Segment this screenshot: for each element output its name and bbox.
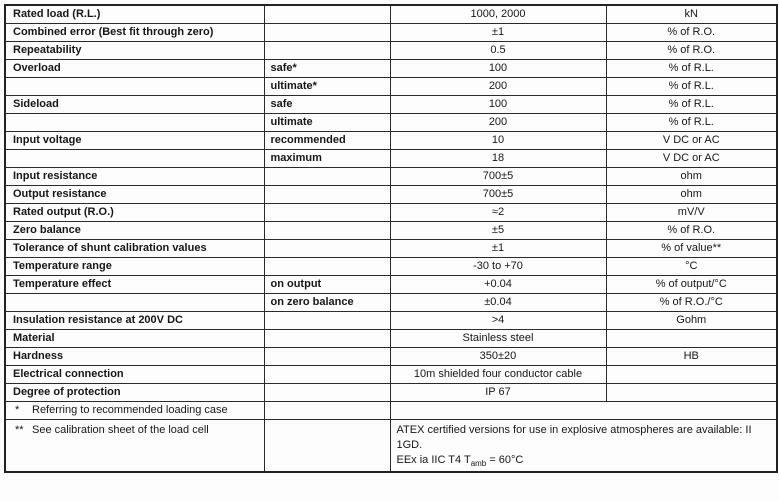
spec-sub-cell bbox=[264, 77, 390, 95]
spec-value-cell bbox=[390, 167, 606, 185]
spec-unit-cell bbox=[606, 203, 777, 221]
spec-unit-cell bbox=[606, 149, 777, 167]
spec-value-text: ±1 bbox=[491, 241, 505, 254]
spec-label-text: Output resistance bbox=[13, 187, 107, 200]
spec-label-cell bbox=[5, 23, 264, 41]
spec-sub-cell bbox=[264, 113, 390, 131]
spec-unit-cell bbox=[606, 41, 777, 59]
spec-label-text: Input resistance bbox=[13, 169, 98, 182]
spec-label-text: Temperature range bbox=[13, 259, 112, 272]
spec-value-text: Stainless steel bbox=[462, 331, 534, 344]
spec-sub-cell bbox=[264, 221, 390, 239]
spec-unit-cell bbox=[606, 275, 777, 293]
spec-row bbox=[5, 95, 777, 113]
spec-sub-cell bbox=[264, 149, 390, 167]
spec-value-text: 700±5 bbox=[482, 187, 514, 200]
spec-row bbox=[5, 5, 777, 23]
spec-row bbox=[5, 185, 777, 203]
spec-row bbox=[5, 131, 777, 149]
spec-unit-text: V DC or AC bbox=[662, 133, 720, 146]
spec-value-cell bbox=[390, 347, 606, 365]
spec-unit-text: ohm bbox=[680, 169, 702, 182]
spec-label-cell bbox=[5, 311, 264, 329]
spec-unit-text: % of value** bbox=[661, 241, 722, 254]
spec-label-cell bbox=[5, 383, 264, 401]
spec-unit-text: % of R.L. bbox=[668, 61, 714, 74]
spec-label-text: Electrical connection bbox=[13, 367, 124, 380]
spec-label-text: Tolerance of shunt calibration values bbox=[13, 241, 207, 254]
spec-value-cell bbox=[390, 293, 606, 311]
spec-value-cell bbox=[390, 365, 606, 383]
spec-unit-text: % of R.L. bbox=[668, 79, 714, 92]
spec-sub-text: safe* bbox=[270, 61, 297, 74]
spec-unit-text: % of R.L. bbox=[668, 115, 714, 128]
spec-label-text: Rated output (R.O.) bbox=[13, 205, 114, 218]
spec-unit-text: % of R.O. bbox=[667, 223, 716, 236]
spec-sub-cell bbox=[264, 131, 390, 149]
spec-unit-cell bbox=[606, 113, 777, 131]
spec-value-text: 0.5 bbox=[490, 43, 506, 56]
spec-label-text: Degree of protection bbox=[13, 385, 121, 398]
spec-label-text: Insulation resistance at 200V DC bbox=[13, 313, 183, 326]
spec-row bbox=[5, 149, 777, 167]
spec-row bbox=[5, 221, 777, 239]
spec-label-cell bbox=[5, 95, 264, 113]
spec-value-text: 10m shielded four conductor cable bbox=[413, 367, 583, 380]
spec-row bbox=[5, 41, 777, 59]
spec-row bbox=[5, 77, 777, 95]
spec-value-cell bbox=[390, 131, 606, 149]
spec-label-cell bbox=[5, 203, 264, 221]
spec-sub-cell bbox=[264, 167, 390, 185]
spec-unit-cell bbox=[606, 347, 777, 365]
spec-label-text: Zero balance bbox=[13, 223, 81, 236]
spec-value-text: 200 bbox=[488, 115, 508, 128]
spec-label-cell bbox=[5, 347, 264, 365]
spec-unit-cell bbox=[606, 293, 777, 311]
spec-value-cell bbox=[390, 221, 606, 239]
spec-label-text: Input voltage bbox=[13, 133, 82, 146]
spec-unit-cell bbox=[606, 221, 777, 239]
spec-label-cell bbox=[5, 365, 264, 383]
spec-value-cell bbox=[390, 311, 606, 329]
spec-unit-cell bbox=[606, 329, 777, 347]
spec-value-cell bbox=[390, 203, 606, 221]
spec-value-cell bbox=[390, 185, 606, 203]
footnote-row bbox=[5, 419, 777, 472]
spec-unit-text: HB bbox=[683, 349, 699, 362]
spec-sub-cell bbox=[264, 203, 390, 221]
spec-value-cell bbox=[390, 113, 606, 131]
spec-unit-cell bbox=[606, 5, 777, 23]
spec-label-cell bbox=[5, 5, 264, 23]
spec-value-cell bbox=[390, 5, 606, 23]
spec-label-cell bbox=[5, 293, 264, 311]
spec-sub-cell bbox=[264, 293, 390, 311]
spec-value-cell bbox=[390, 149, 606, 167]
spec-sub-cell bbox=[264, 59, 390, 77]
spec-label-cell bbox=[5, 113, 264, 131]
spec-sub-cell bbox=[264, 185, 390, 203]
spec-unit-text: % of R.O. bbox=[667, 25, 716, 38]
spec-label-cell bbox=[5, 41, 264, 59]
spec-sub-text: ultimate* bbox=[270, 79, 317, 92]
spec-sub-text: on zero balance bbox=[270, 295, 354, 308]
spec-row bbox=[5, 203, 777, 221]
empty-cell bbox=[390, 401, 777, 419]
spec-unit-cell bbox=[606, 365, 777, 383]
spec-value-text: +0.04 bbox=[484, 277, 512, 290]
empty-cell bbox=[264, 419, 390, 472]
spec-label-text: Combined error (Best fit through zero) bbox=[13, 25, 214, 38]
spec-sub-text: on output bbox=[270, 277, 322, 290]
atex-note-line2 bbox=[397, 453, 769, 468]
spec-label-cell bbox=[5, 329, 264, 347]
spec-row bbox=[5, 293, 777, 311]
spec-value-text: IP 67 bbox=[485, 385, 511, 398]
spec-label-text: Overload bbox=[13, 61, 61, 74]
spec-value-cell bbox=[390, 59, 606, 77]
spec-label-text: Sideload bbox=[13, 97, 59, 110]
spec-unit-cell bbox=[606, 77, 777, 95]
spec-label-cell bbox=[5, 149, 264, 167]
footnote-cell bbox=[5, 419, 264, 472]
spec-sub-cell bbox=[264, 257, 390, 275]
spec-row bbox=[5, 59, 777, 77]
spec-unit-text: % of R.O. bbox=[667, 43, 716, 56]
spec-unit-text: Gohm bbox=[676, 313, 707, 326]
spec-value-text: 200 bbox=[488, 79, 508, 92]
spec-unit-cell bbox=[606, 311, 777, 329]
spec-sub-cell bbox=[264, 95, 390, 113]
spec-sub-cell bbox=[264, 41, 390, 59]
spec-unit-cell bbox=[606, 167, 777, 185]
spec-value-cell bbox=[390, 329, 606, 347]
spec-unit-text: V DC or AC bbox=[662, 151, 720, 164]
spec-value-text: 700±5 bbox=[482, 169, 514, 182]
spec-row bbox=[5, 311, 777, 329]
spec-sub-cell bbox=[264, 23, 390, 41]
footnote-text: See calibration sheet of the load cell bbox=[32, 423, 209, 436]
spec-label-text: Repeatability bbox=[13, 43, 82, 56]
spec-unit-text: % of R.O./°C bbox=[659, 295, 723, 308]
spec-unit-cell bbox=[606, 131, 777, 149]
spec-label-text: Rated load (R.L.) bbox=[13, 8, 101, 21]
spec-label-cell bbox=[5, 257, 264, 275]
spec-unit-text: kN bbox=[684, 8, 698, 21]
footnotes-body bbox=[5, 401, 777, 472]
spec-unit-cell bbox=[606, 23, 777, 41]
spec-value-text: 10 bbox=[491, 133, 505, 146]
spec-row bbox=[5, 239, 777, 257]
spec-label-cell bbox=[5, 59, 264, 77]
spec-value-text: 18 bbox=[491, 151, 505, 164]
footnote-marker: * bbox=[15, 403, 20, 416]
spec-row bbox=[5, 365, 777, 383]
spec-row bbox=[5, 167, 777, 185]
spec-row bbox=[5, 347, 777, 365]
spec-value-text: 100 bbox=[488, 97, 508, 110]
footnote-marker: ** bbox=[15, 423, 24, 436]
spec-label-cell bbox=[5, 239, 264, 257]
spec-unit-text: °C bbox=[685, 259, 698, 272]
spec-label-text: Material bbox=[13, 331, 55, 344]
spec-label-cell bbox=[5, 221, 264, 239]
atex-note-cell bbox=[390, 419, 777, 472]
spec-sub-text: recommended bbox=[270, 133, 346, 146]
empty-cell bbox=[264, 401, 390, 419]
spec-value-cell bbox=[390, 275, 606, 293]
spec-row bbox=[5, 329, 777, 347]
spec-label-cell bbox=[5, 275, 264, 293]
spec-value-text: 100 bbox=[488, 61, 508, 74]
atex-note-line1: ATEX certified versions for use in explosive atmospheres are available: II 1GD. bbox=[396, 423, 752, 451]
spec-value-cell bbox=[390, 239, 606, 257]
spec-value-cell bbox=[390, 383, 606, 401]
spec-value-text: ±1 bbox=[491, 25, 505, 38]
spec-sub-text: maximum bbox=[270, 151, 322, 164]
spec-sub-cell bbox=[264, 311, 390, 329]
footnote-row bbox=[5, 401, 777, 419]
spec-value-text: >4 bbox=[491, 313, 505, 326]
spec-unit-cell bbox=[606, 95, 777, 113]
spec-label-text: Hardness bbox=[13, 349, 64, 362]
spec-value-text: ≈2 bbox=[491, 205, 505, 218]
spec-row bbox=[5, 257, 777, 275]
spec-unit-cell bbox=[606, 59, 777, 77]
spec-value-text: ±5 bbox=[491, 223, 505, 236]
spec-sub-cell bbox=[264, 239, 390, 257]
spec-value-text: 350±20 bbox=[479, 349, 517, 362]
spec-sub-cell bbox=[264, 383, 390, 401]
spec-label-cell bbox=[5, 131, 264, 149]
spec-label-text: Temperature effect bbox=[13, 277, 112, 290]
spec-value-text: -30 to +70 bbox=[473, 259, 523, 272]
spec-unit-text: % of R.L. bbox=[668, 97, 714, 110]
spec-table bbox=[4, 4, 778, 473]
spec-row bbox=[5, 23, 777, 41]
spec-value-cell bbox=[390, 23, 606, 41]
spec-unit-cell bbox=[606, 383, 777, 401]
spec-label-cell bbox=[5, 77, 264, 95]
spec-table-body bbox=[5, 5, 777, 401]
spec-value-text: ±0.04 bbox=[484, 295, 512, 308]
footnote-cell bbox=[5, 401, 264, 419]
spec-unit-text: ohm bbox=[680, 187, 702, 200]
spec-value-cell bbox=[390, 257, 606, 275]
spec-sub-text: safe bbox=[270, 97, 293, 110]
atex-note-line2-pre: EEx ia IIC T4 T bbox=[396, 453, 471, 466]
atex-subscript: amb bbox=[470, 459, 487, 469]
spec-value-text: 1000, 2000 bbox=[470, 8, 526, 21]
atex-note-line2-post: = 60°C bbox=[486, 453, 524, 466]
spec-sub-cell bbox=[264, 5, 390, 23]
spec-row bbox=[5, 275, 777, 293]
spec-row bbox=[5, 113, 777, 131]
footnote-text: Referring to recommended loading case bbox=[32, 403, 228, 416]
spec-row bbox=[5, 383, 777, 401]
spec-value-cell bbox=[390, 77, 606, 95]
spec-sub-cell bbox=[264, 329, 390, 347]
spec-unit-text: mV/V bbox=[677, 205, 705, 218]
spec-sub-cell bbox=[264, 347, 390, 365]
spec-sub-cell bbox=[264, 365, 390, 383]
spec-unit-cell bbox=[606, 185, 777, 203]
spec-unit-text: % of output/°C bbox=[655, 277, 727, 290]
spec-label-cell bbox=[5, 167, 264, 185]
spec-sub-cell bbox=[264, 275, 390, 293]
spec-label-cell bbox=[5, 185, 264, 203]
spec-sub-text: ultimate bbox=[270, 115, 313, 128]
spec-unit-cell bbox=[606, 239, 777, 257]
spec-value-cell bbox=[390, 41, 606, 59]
spec-unit-cell bbox=[606, 257, 777, 275]
spec-value-cell bbox=[390, 95, 606, 113]
